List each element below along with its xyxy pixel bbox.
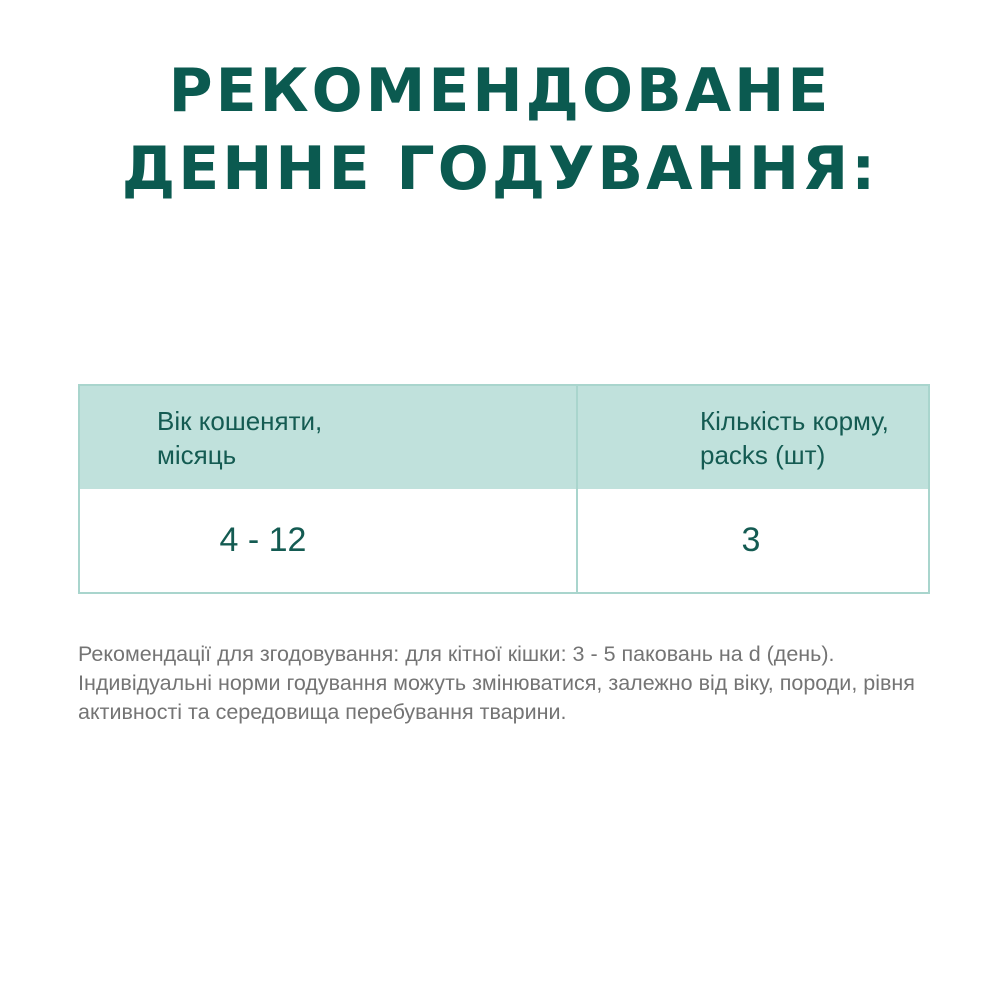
header-food-amount-label: Кількість корму, packs (шт): [700, 405, 889, 470]
title-line-2: ДЕННЕ ГОДУВАННЯ:: [121, 134, 879, 204]
feeding-table-grid: [80, 386, 928, 592]
table-row: [80, 489, 928, 592]
page-title: [0, 52, 1000, 208]
cell-food-amount: 3: [741, 521, 761, 559]
feeding-note: Рекомендації для згодовування: для кітної кішки: 3 - 5 паковань на d (день). Індивідуальні норми годування можуть змінюватися, залежно від віку, породи, рівня активності та середовища перебування тварини.: [78, 642, 915, 724]
header-kitten-age-label: Вік кошеняти, місяць: [157, 405, 323, 470]
feeding-table: [78, 384, 930, 594]
title-line-1: РЕКОМЕНДОВАНЕ: [168, 56, 832, 126]
table-header-row: [80, 386, 928, 489]
header-kitten-age: [80, 386, 577, 489]
cell-kitten-age: 4 - 12: [80, 489, 577, 592]
header-food-amount: [577, 386, 928, 489]
